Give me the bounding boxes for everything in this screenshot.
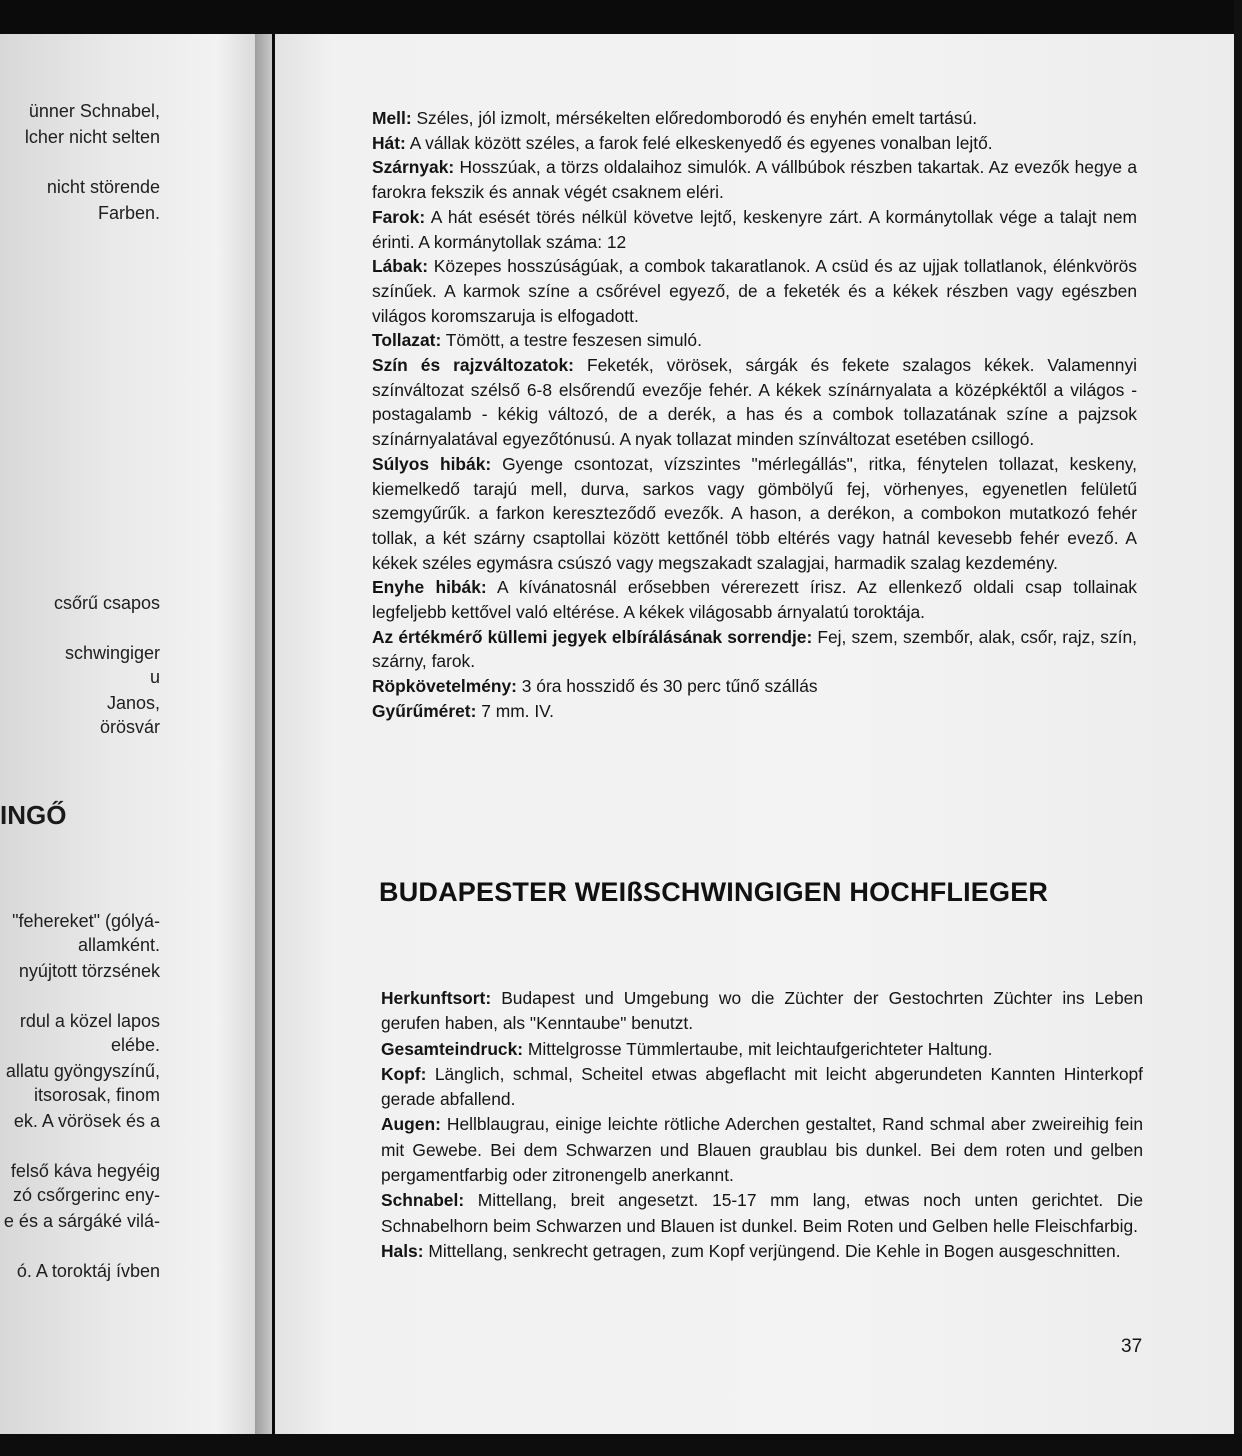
left-page-line: "fehereket" (gólyá- (12, 911, 160, 931)
left-page-line: felső káva hegyéig (10, 1161, 160, 1181)
left-page-line: ó. A toroktáj ívben (16, 1261, 160, 1281)
standard-entry (372, 674, 1137, 699)
entry-text: A vállak között széles, a farok felé elkeskenyedő és egyenes vonalban lejtő. (405, 132, 993, 153)
left-page-line: itsorosak, finom (33, 1085, 160, 1105)
entry-text: Feketék, vörösek, sárgák és fekete szalagos kékek. Valamennyi színváltozat szélső 6-8 elsőrendű evezője fehér. A kékek színárnyalata a középkéktől a világos - postagalamb - kékig változó, de a derék, a has és a combok tollazatának színe a pajzsok színárnyalatával egyezőtónusú. A nyak tollazat minden színváltozat esetében csillogó. (372, 355, 1137, 450)
left-page-line: nyújtott törzsének (18, 961, 160, 981)
entry-label: Súlyos hibák: (372, 453, 492, 474)
entry-label: Lábak: (372, 256, 429, 277)
standard-entry (372, 575, 1137, 624)
left-page-line: allamként. (77, 935, 160, 955)
left-page-line: Farben. (97, 203, 160, 223)
standard-entry (381, 1112, 1143, 1188)
standard-entry (372, 254, 1137, 328)
entry-text: Budapest und Umgebung wo die Züchter der Gestochrten Züchter ins Leben gerufen haben, als "Kenntaube" benutzt. (381, 988, 1143, 1034)
entry-text: A kívánatosnál erősebben vérerezett írisz. Az ellenkező oldali csap tollainak legfeljebb kettővel való eltérése. A kékek világosabb árnyalatú toroktája. (372, 577, 1137, 623)
standard-entry (372, 699, 1137, 724)
entry-text: Mittellang, senkrecht getragen, zum Kopf verjüngend. Die Kehle in Bogen ausgeschnitten. (423, 1240, 1121, 1261)
left-page-line: örösvár (99, 717, 160, 737)
left-page-line: u (149, 667, 160, 687)
left-page-line: lcher nicht selten (24, 127, 160, 147)
entry-label: Az értékmérő küllemi jegyek elbírálásának sorrendje: (372, 626, 813, 647)
entry-text: Tömött, a testre feszesen simuló. (441, 330, 702, 351)
left-page-line: e és a sárgáké vilá- (3, 1211, 160, 1231)
entry-label: Enyhe hibák: (372, 577, 487, 598)
entry-text: Fej, szem, szembőr, alak, csőr, rajz, szín, szárny, farok. (372, 626, 1137, 672)
entry-label: Hát: (372, 132, 406, 153)
standard-entry (372, 155, 1137, 204)
entry-text: Hosszúak, a törzs oldalaihoz simulók. A vállbúbok részben takartak. Az evezők hegye a farokra fekszik és annak végét csaknem eléri. (372, 157, 1137, 203)
entry-label: Röpkövetelmény: (372, 676, 517, 697)
standard-entry (372, 328, 1137, 353)
entry-label: Gyűrűméret: (372, 700, 477, 721)
entry-label: Mell: (372, 108, 412, 128)
standard-entry (381, 986, 1143, 1037)
entry-label: Hals: (381, 1240, 424, 1261)
entry-label: Gesamteindruck: (381, 1038, 524, 1059)
standard-entry (381, 1239, 1143, 1264)
standard-entry (372, 131, 1137, 156)
standard-entry (381, 1062, 1143, 1113)
entry-text: Länglich, schmal, Scheitel etwas abgeflacht mit leicht abgerundeten Kannten Hinterkopf gerade abfallend. (381, 1063, 1143, 1110)
entry-label: Kopf: (381, 1063, 427, 1084)
entry-text: Hellblaugrau, einige leichte rötliche Aderchen gestaltet, Rand schmal aber zweireihig fein mit Gewebe. Bei dem Schwarzen und Blauen graublau bis dunkel. Bei dem roten und gelben pergamentfarbig oder zitronengelb anerkannt. (381, 1114, 1143, 1186)
hungarian-standard-text (372, 106, 1137, 724)
entry-text: A hát esését törés nélkül követve lejtő, keskenyre zárt. A kormánytollak vége a talajt nem érinti. A kormánytollak száma: 12 (372, 206, 1137, 252)
standard-entry (381, 1037, 1143, 1062)
standard-entry (381, 1188, 1143, 1239)
left-page-line: rdul a közel lapos (19, 1011, 160, 1031)
standard-entry (372, 353, 1137, 452)
page-37 (275, 34, 1234, 1434)
left-page-line: ek. A vörösek és a (13, 1111, 160, 1131)
standard-entry (372, 625, 1137, 674)
entry-label: Tollazat: (372, 330, 442, 351)
left-page-line: Janos, (106, 693, 160, 713)
entry-label: Herkunftsort: (381, 988, 492, 1008)
left-page-heading: INGŐ (0, 800, 67, 830)
entry-text: Mittelgrosse Tümmlertaube, mit leichtaufgerichteter Haltung. (523, 1038, 993, 1059)
left-page-line: csőrű csapos (53, 593, 160, 613)
standard-entry (372, 205, 1137, 254)
entry-label: Farok: (372, 206, 426, 227)
entry-text: Mittellang, breit angesetzt. 15-17 mm lang, etwas noch unten gerichtet. Die Schnabelhorn beim Schwarzen und Blauen ist dunkel. Beim Roten und Gelben helle Fleischfarbig. (381, 1190, 1143, 1236)
left-page-line: nicht störende (46, 177, 160, 197)
breed-title: BUDAPESTER WEIßSCHWINGIGEN HOCHFLIEGER (379, 877, 1049, 907)
left-page-line: allatu gyöngyszínű, (5, 1061, 160, 1081)
entry-text: Széles, jól izmolt, mérsékelten előredomborodó és enyhén emelt tartású. (411, 108, 978, 128)
scan-bottom-border (0, 1434, 1242, 1456)
scan-right-border (1234, 0, 1242, 1456)
left-page-line: zó csőrgerinc eny- (12, 1185, 160, 1205)
entry-text: 3 óra hosszidő és 30 perc tűnő szállás (516, 676, 818, 697)
left-page-line: ünner Schnabel, (28, 101, 160, 121)
entry-text: Közepes hosszúságúak, a combok takaratlanok. A csüd és az ujjak tollatlanok, élénkvörös színűek. A karmok színe a csőrével egyező, de a feketék és a kékek részben vagy egészben világos koromszaruja is elfogadott. (372, 256, 1137, 326)
german-standard-text (381, 986, 1143, 1264)
page-number: 37 (1121, 1336, 1143, 1357)
standard-entry (372, 106, 1137, 131)
entry-label: Schnabel: (381, 1190, 465, 1211)
previous-page-sliver (0, 34, 272, 1434)
entry-label: Augen: (381, 1114, 441, 1135)
entry-label: Szín és rajzváltozatok: (372, 355, 574, 376)
entry-text: 7 mm. IV. (476, 700, 555, 721)
scan-top-border (0, 0, 1242, 34)
left-page-line: schwingiger (64, 643, 160, 663)
entry-text: Gyenge csontozat, vízszintes "mérlegállás", ritka, fénytelen tollazat, keskeny, kiemelkedő tarajú mell, durva, sarkos vagy gömbölyű fej, vörhenyes, egyenetlen felületű szemgyűrűk. a farkon kereszteződő evezők. A hason, a derékon, a combokon mutatkozó fehér tollak, a két szárny csaptollai között kettőnél több eltérés vagy hatnál kevesebb fehér evező. A kékek széles egymásra csúszó vagy megszakadt szalagjai, harmadik szalag kezdemény. (372, 453, 1137, 573)
left-page-line: elébe. (110, 1035, 160, 1055)
standard-entry (372, 452, 1137, 576)
entry-label: Szárnyak: (372, 157, 455, 178)
